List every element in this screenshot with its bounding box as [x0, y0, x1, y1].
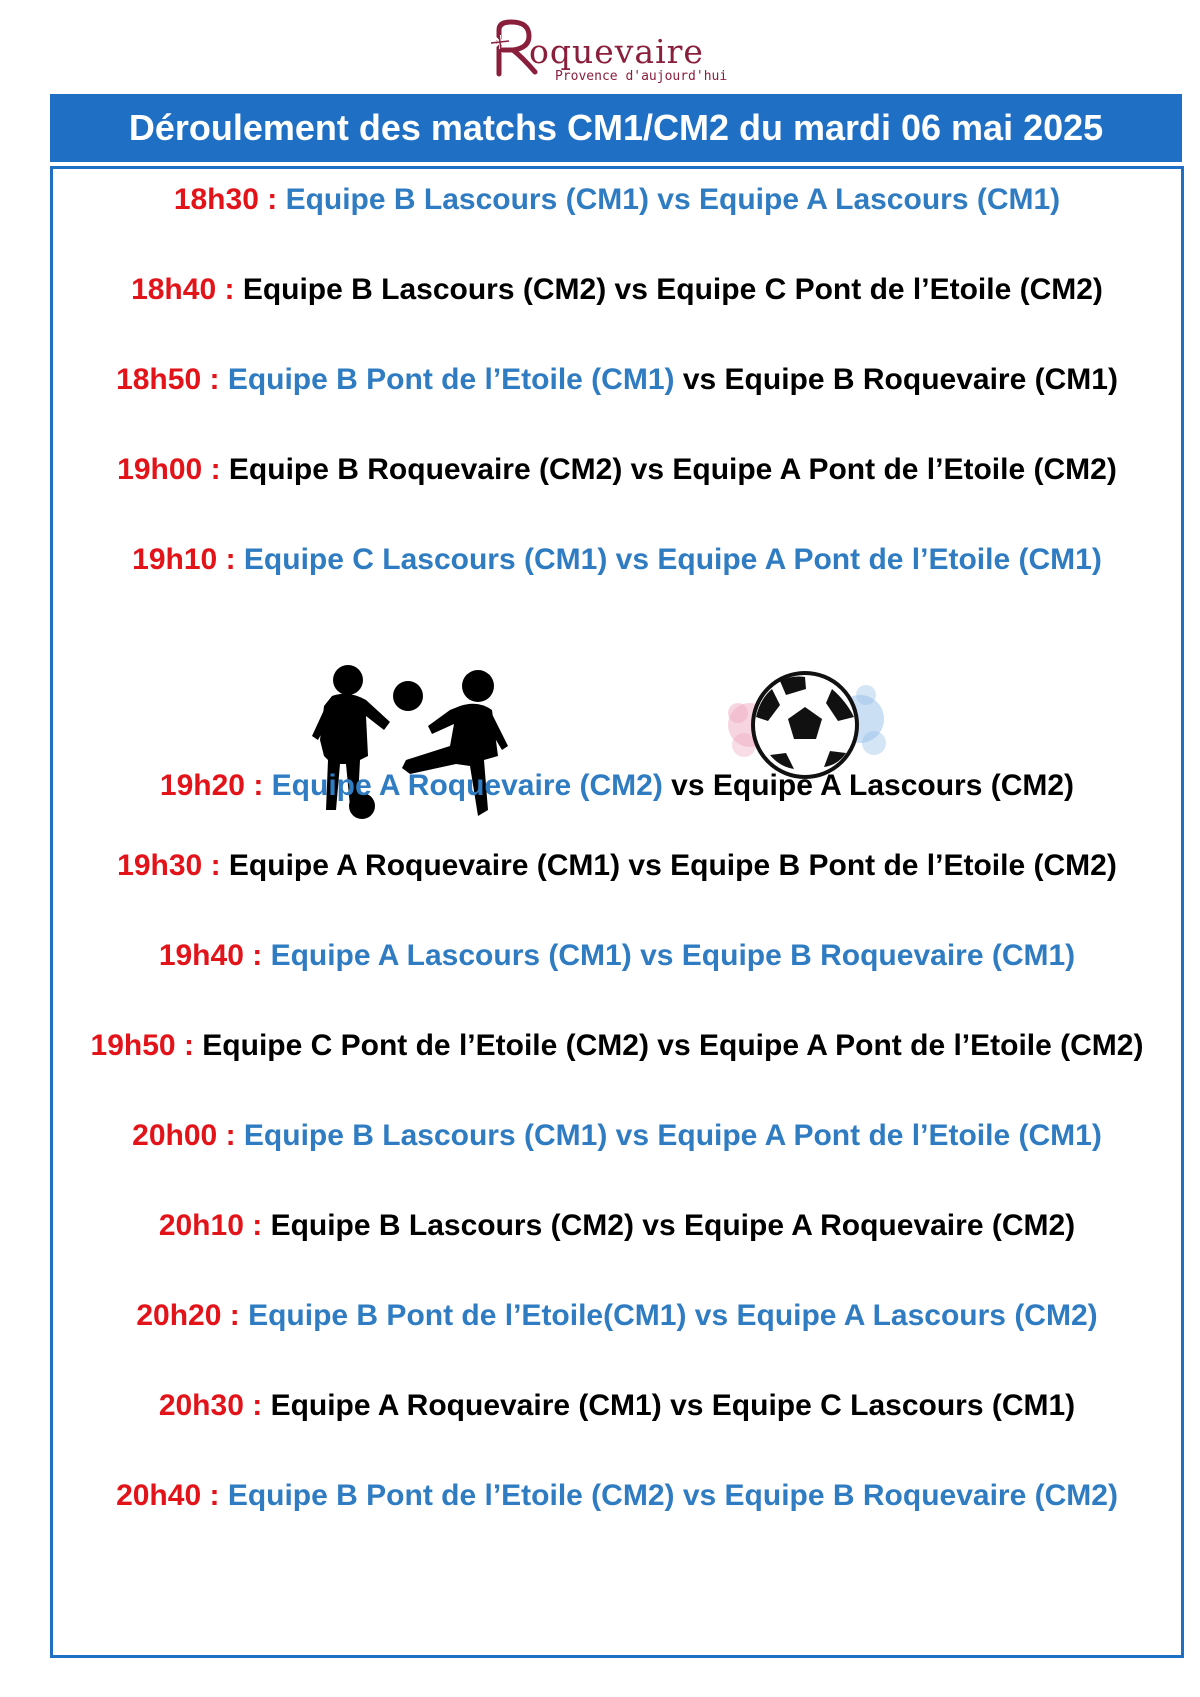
- match-vs: vs: [633, 1209, 684, 1242]
- match-team-2: Equipe B Pont de l’Etoile (CM2): [670, 849, 1117, 882]
- match-time-separator: :: [216, 273, 243, 306]
- match-time-separator: :: [243, 1209, 271, 1242]
- match-time: 19h30: [117, 849, 203, 882]
- match-team-1: Equipe C Pont de l’Etoile (CM2): [202, 1029, 649, 1062]
- match-team-2: Equipe A Pont de l’Etoile (CM1): [657, 1119, 1102, 1152]
- match-time-separator: :: [175, 1029, 203, 1062]
- match-row: [53, 360, 1181, 400]
- logo-wordmark: oquevaire: [529, 32, 704, 71]
- roquevaire-logo: [485, 12, 728, 84]
- match-row: [53, 180, 1181, 220]
- match-row: [53, 1296, 1181, 1336]
- children-playing-football-icon: [310, 660, 520, 840]
- match-team-2: Equipe A Lascours (CM2): [736, 1299, 1098, 1332]
- match-time: 20h40: [116, 1479, 202, 1512]
- match-vs: vs: [686, 1299, 737, 1332]
- match-team-2: Equipe B Roquevaire (CM1): [681, 939, 1076, 972]
- match-time: 18h50: [116, 363, 202, 396]
- logo-tagline: Provence d'aujourd'hui: [555, 69, 728, 84]
- match-vs: vs: [674, 363, 725, 396]
- match-time: 20h20: [136, 1299, 222, 1332]
- match-time: 19h00: [117, 453, 203, 486]
- match-vs: vs: [620, 849, 671, 882]
- match-time-separator: :: [243, 1389, 271, 1422]
- match-team-2: Equipe A Pont de l’Etoile (CM2): [699, 1029, 1144, 1062]
- match-vs: vs: [674, 1479, 725, 1512]
- match-vs: vs: [648, 183, 699, 216]
- match-team-1: Equipe C Lascours (CM1): [243, 543, 608, 576]
- match-vs: vs: [607, 1119, 658, 1152]
- match-time: 20h10: [158, 1209, 244, 1242]
- match-row: [53, 846, 1181, 886]
- match-team-2: Equipe A Pont de l’Etoile (CM1): [657, 543, 1102, 576]
- match-vs: vs: [607, 543, 658, 576]
- match-team-1: Equipe A Roquevaire (CM1): [270, 1389, 662, 1422]
- match-time: 18h40: [131, 273, 217, 306]
- match-team-1: Equipe B Roquevaire (CM2): [228, 453, 623, 486]
- match-team-2: Equipe B Roquevaire (CM1): [724, 363, 1118, 396]
- match-team-1: Equipe A Roquevaire (CM1): [228, 849, 621, 882]
- match-vs: vs: [606, 273, 657, 306]
- match-team-2: Equipe A Lascours (CM1): [699, 183, 1061, 216]
- match-row: [53, 1476, 1181, 1516]
- match-time: 19h40: [158, 939, 244, 972]
- match-time-separator: :: [202, 849, 229, 882]
- match-team-1: Equipe B Pont de l’Etoile (CM2): [227, 1479, 675, 1512]
- match-team-1: Equipe B Lascours (CM1): [285, 183, 649, 216]
- match-time-separator: :: [258, 183, 286, 216]
- match-vs: vs: [648, 1029, 700, 1062]
- match-row: [53, 1116, 1181, 1156]
- match-time: 20h30: [158, 1389, 244, 1422]
- match-row: [53, 270, 1181, 310]
- match-team-1: Equipe B Pont de l’Etoile(CM1): [248, 1299, 687, 1332]
- match-vs: vs: [631, 939, 682, 972]
- match-time: 18h30: [173, 183, 259, 216]
- match-team-1: Equipe B Lascours (CM2): [270, 1209, 634, 1242]
- match-time-separator: :: [201, 363, 228, 396]
- match-team-2: Equipe A Roquevaire (CM2): [684, 1209, 1076, 1242]
- match-team-2: Equipe B Roquevaire (CM2): [724, 1479, 1118, 1512]
- match-row: [53, 1206, 1181, 1246]
- match-time-separator: :: [202, 453, 229, 486]
- match-row: [53, 766, 1181, 806]
- match-time: 19h10: [132, 543, 218, 576]
- match-row: [53, 1026, 1181, 1066]
- match-team-1: Equipe A Roquevaire (CM2): [271, 769, 663, 802]
- match-team-2: Equipe C Pont de l’Etoile (CM2): [656, 273, 1103, 306]
- page-title: Déroulement des matchs CM1/CM2 du mardi 06 mai 2025: [50, 94, 1182, 162]
- match-time-separator: :: [217, 543, 244, 576]
- match-time-separator: :: [201, 1479, 228, 1512]
- match-time: 19h50: [90, 1029, 176, 1062]
- match-time-separator: :: [221, 1299, 249, 1332]
- match-time: 19h20: [159, 769, 245, 802]
- match-time-separator: :: [245, 769, 272, 802]
- match-team-2: Equipe A Lascours (CM2): [712, 769, 1075, 802]
- match-team-1: Equipe B Lascours (CM1): [243, 1119, 608, 1152]
- match-vs: vs: [661, 1389, 712, 1422]
- match-time: 20h00: [132, 1119, 218, 1152]
- match-row: [53, 450, 1181, 490]
- match-time-separator: :: [217, 1119, 244, 1152]
- match-time-separator: :: [243, 939, 271, 972]
- match-row: [53, 540, 1181, 580]
- match-vs: vs: [662, 769, 713, 802]
- match-team-1: Equipe A Lascours (CM1): [270, 939, 632, 972]
- match-team-2: Equipe A Pont de l’Etoile (CM2): [672, 453, 1117, 486]
- match-team-1: Equipe B Pont de l’Etoile (CM1): [227, 363, 675, 396]
- match-row: [53, 936, 1181, 976]
- match-vs: vs: [622, 453, 673, 486]
- match-team-1: Equipe B Lascours (CM2): [242, 273, 607, 306]
- match-row: [53, 1386, 1181, 1426]
- match-team-2: Equipe C Lascours (CM1): [711, 1389, 1076, 1422]
